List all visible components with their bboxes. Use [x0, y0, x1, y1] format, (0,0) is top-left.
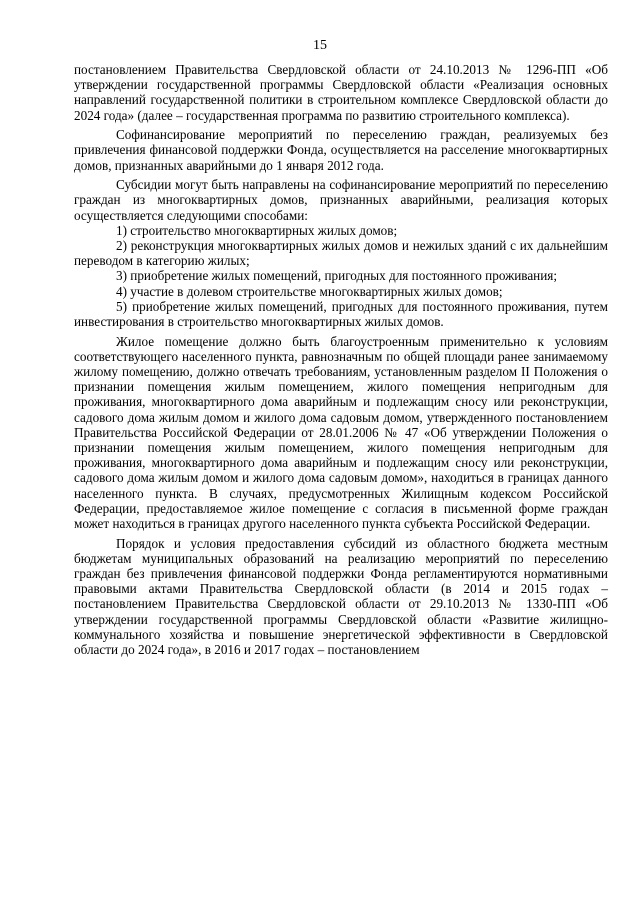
paragraph-cofinancing: Софинансирование мероприятий по переселению граждан, реализуемых без привлечения финансовой поддержки Фонда, осуществляется на расселение многоквартирных домов, признанных аварийными до 1 января 2012 года.	[74, 127, 608, 173]
list-item-method-3: 3) приобретение жилых помещений, пригодных для постоянного проживания;	[116, 268, 558, 284]
paragraph-housing-requirements: Жилое помещение должно быть благоустроенным применительно к условиям соответствующего населенного пункта, равнозначным по общей площади ранее занимаемому жилому помещению, должно отвечать требованиям, установленным разделом II Положения о признании помещения жилым помещением, жилого помещения непригодным для проживания, многоквартирного дома аварийным и подлежащим сносу или реконструкции, садового дома жилым домом и жилого дома садовым домом, утвержденного постановлением Правительства Российской Федерации от 28.01.2006 № 47 «Об утверждении Положения о признании помещения жилым помещением, жилого помещения непригодным для проживания, многоквартирного дома аварийным и подлежащим сносу или реконструкции, садового дома жилым домом и жилого дома садовым домом», находиться в границах данного населенного пункта. В случаях, предусмотренных Жилищным кодексом Российской Федерации, предоставляемое жилое помещение с согласия в письменной форме граждан может находиться в границах другого населенного пункта субъекта Российской Федерации.	[74, 333, 608, 532]
page-number: 15	[313, 38, 327, 53]
paragraph-subsidy-procedure: Порядок и условия предоставления субсидий из областного бюджета местным бюджетам муниципальных образований на реализацию мероприятий по переселению граждан без привлечения финансовой поддержки Фонда регламентируются нормативными правовыми актами Правительства Свердловской области (в 2014 и 2015 годах – постановлением Правительства Свердловской области от 29.10.2013 № 1330-ПП «Об утверждении государственной программы Свердловской области «Развитие жилищно-коммунального хозяйства и повышение энергетической эффективности в Свердловской области до 2024 года», в 2016 и 2017 годах – постановлением	[74, 535, 608, 658]
list-item-method-1: 1) строительство многоквартирных жилых домов;	[116, 222, 398, 238]
list-item-method-5: 5) приобретение жилых помещений, пригодных для постоянного проживания, путем инвестирования в строительство многоквартирных жилых домов.	[74, 298, 608, 330]
paragraph-continuation: постановлением Правительства Свердловской области от 24.10.2013 № 1296-ПП «Об утверждении государственной программы Свердловской области «Реализация основных направлений государственной политики в строительном комплексе Свердловской области до 2024 года» (далее – государственная программа по развитию строительного комплекса).	[74, 62, 608, 123]
list-item-method-2: 2) реконструкция многоквартирных жилых домов и нежилых зданий с их дальнейшим переводом в категорию жилых;	[74, 238, 608, 269]
list-item-method-4: 4) участие в долевом строительстве многоквартирных жилых домов;	[116, 283, 503, 299]
document-body	[74, 62, 608, 657]
paragraph-subsidies-methods: Субсидии могут быть направлены на софинансирование мероприятий по переселению граждан из многоквартирных домов, признанных аварийными, реализация которых осуществляется следующими способами:	[74, 177, 608, 223]
